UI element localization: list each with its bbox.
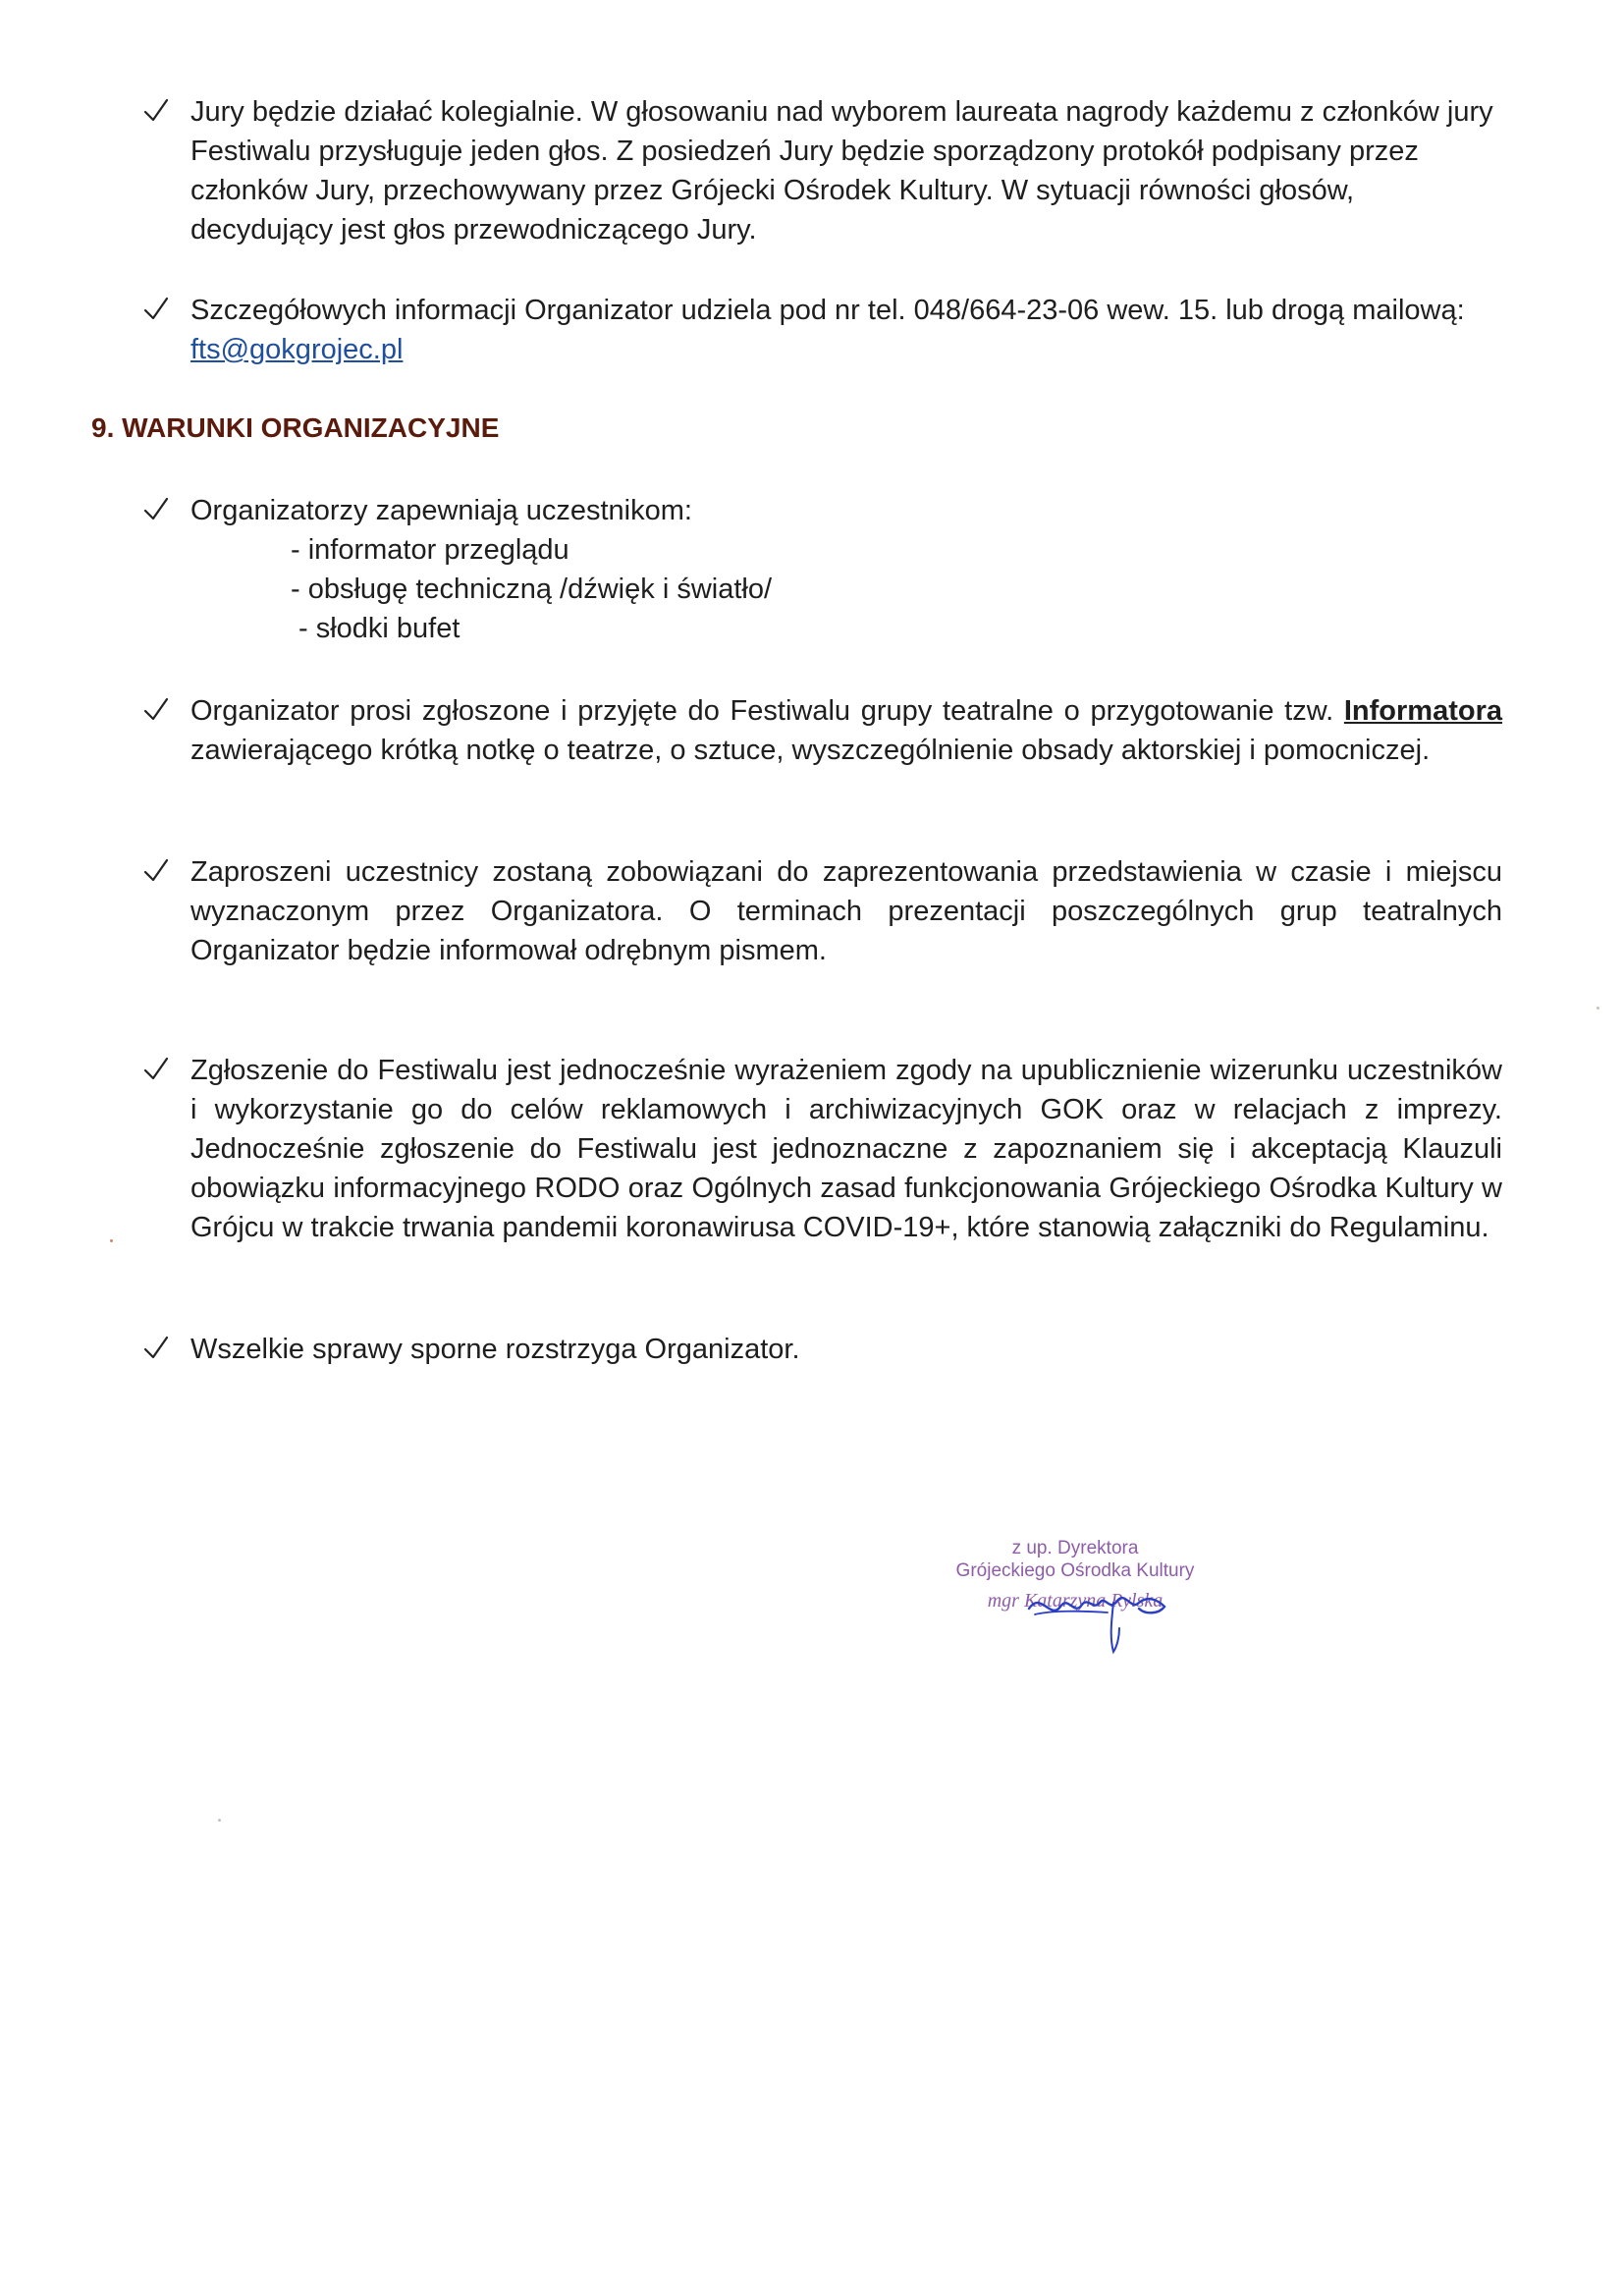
informator-emphasis: Informatora bbox=[1343, 695, 1502, 727]
check-mark-icon bbox=[141, 491, 181, 530]
provide-item-buffet: - słodki bufet bbox=[298, 613, 460, 644]
signature-icon bbox=[1011, 1581, 1218, 1660]
list-item-consent bbox=[141, 1051, 1502, 1247]
scan-speck bbox=[110, 1239, 113, 1242]
contact-paragraph bbox=[190, 291, 1502, 369]
check-mark-icon bbox=[141, 1051, 181, 1090]
provide-intro: Organizatorzy zapewniają uczestnikom: bbox=[190, 495, 692, 526]
stamp-line-2: Grójeckiego Ośrodka Kultury bbox=[955, 1560, 1195, 1581]
check-mark-icon bbox=[141, 92, 181, 132]
consent-paragraph: Zgłoszenie do Festiwalu jest jednocześnie wyrażeniem zgody na upublicznienie wizerunku uczestników i wykorzystanie go do celów reklamowych i archiwizacyjnych GOK oraz w relacjach z imprezy. Jednocześnie zgłoszenie do Festiwalu jest jednoznaczne z zapoznaniem się i akceptacją Klauzuli obowiązku informacyjnego RODO oraz Ogólnych zasad funkcjonowania Grójeckiego Ośrodka Kultury w Grójcu w trakcie trwania pandemii koronawirusa COVID-19+, które stanowią załączniki do Regulaminu. bbox=[190, 1055, 1502, 1243]
list-item-jury bbox=[141, 92, 1502, 249]
list-item-invited bbox=[141, 852, 1502, 970]
contact-text: Szczegółowych informacji Organizator udziela pod nr tel. 048/664-23-06 wew. 15. lub drogą mailową: bbox=[190, 295, 1465, 326]
stamp-line-3: mgr Katarzyna Rylska bbox=[987, 1590, 1164, 1612]
check-mark-icon bbox=[141, 852, 181, 892]
informator-text-post: zawierającego krótką notkę o teatrze, o sztuce, wyszczególnienie obsady aktorskiej i pomocniczej. bbox=[190, 735, 1431, 766]
scan-speck bbox=[218, 1819, 221, 1822]
list-item-disputes bbox=[141, 1330, 1502, 1369]
list-item-provide bbox=[141, 491, 1502, 648]
provide-item-technical: - obsługę techniczną /dźwięk i światło/ bbox=[291, 574, 773, 605]
provide-item-informator: - informator przeglądu bbox=[291, 534, 569, 566]
list-item-informator bbox=[141, 691, 1502, 770]
invited-paragraph: Zaproszeni uczestnicy zostaną zobowiązani do zaprezentowania przedstawienia w czasie i miejscu wyznaczonym przez Organizatora. O terminach prezentacji poszczególnych grup teatralnych Organizator będzie informował odrębnym pismem. bbox=[190, 856, 1502, 966]
check-mark-icon bbox=[141, 691, 181, 731]
check-mark-icon bbox=[141, 291, 181, 330]
provide-paragraph bbox=[190, 491, 1502, 648]
section-heading: 9. WARUNKI ORGANIZACYJNE bbox=[91, 412, 500, 443]
informator-text-pre: Organizator prosi zgłoszone i przyjęte do Festiwalu grupy teatralne o przygotowanie tzw. bbox=[190, 695, 1344, 727]
stamp-line-1: z up. Dyrektora bbox=[1011, 1538, 1139, 1558]
jury-paragraph: Jury będzie działać kolegialnie. W głosowaniu nad wyborem laureata nagrody każdemu z członków jury Festiwalu przysługuje jeden głos. Z posiedzeń Jury będzie sporządzony protokół podpisany przez członków Jury, przechowywany przez Grójecki Ośrodek Kultury. W sytuacji równości głosów, decydujący jest głos przewodniczącego Jury. bbox=[190, 96, 1493, 246]
scan-speck bbox=[1597, 1007, 1599, 1010]
list-item-contact bbox=[141, 291, 1502, 369]
contact-email-link[interactable]: fts@gokgrojec.pl bbox=[190, 334, 404, 365]
disputes-paragraph: Wszelkie sprawy sporne rozstrzyga Organizator. bbox=[190, 1334, 800, 1365]
check-mark-icon bbox=[141, 1330, 181, 1369]
informator-paragraph bbox=[190, 691, 1502, 770]
